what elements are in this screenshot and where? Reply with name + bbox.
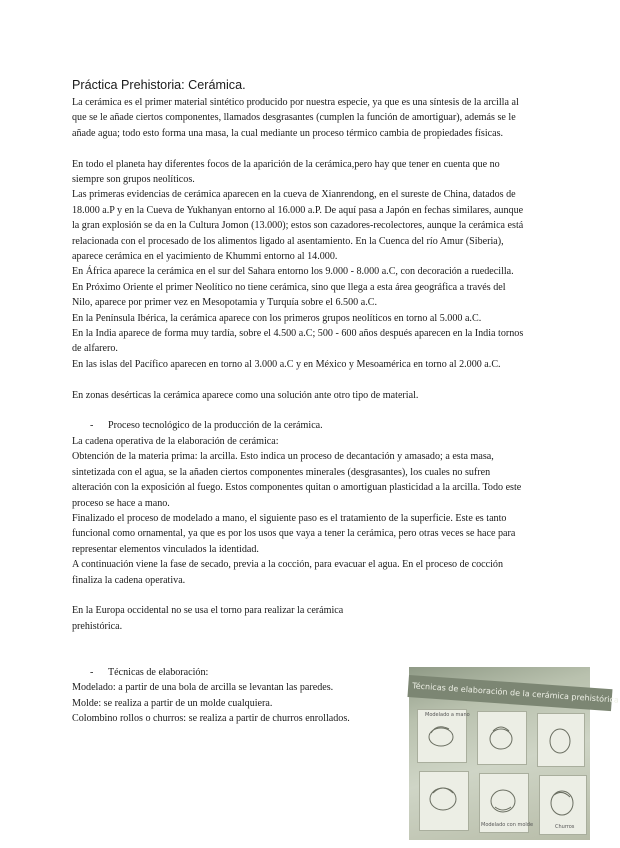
paragraph: La cadena operativa de la elaboración de cerámica: bbox=[72, 435, 279, 447]
paragraph: En África aparece la cerámica en el sur del Sahara entorno los 9.000 - 8.000 a.C, con decoración a ruedecilla. bbox=[72, 266, 514, 278]
document-body bbox=[72, 77, 528, 727]
photo-banner: Técnicas de elaboración de la cerámica prehistórica bbox=[407, 675, 612, 711]
paragraph: Molde: se realiza a partir de un molde cualquiera. bbox=[72, 697, 273, 709]
paragraph: Finalizado el proceso de modelado a mano, el siguiente paso es el tratamiento de la superficie. Este es tanto funcional como ornamental, ya que es por los usos que vaya a tener la cerámica, pero otras veces se hace para representar elementos vinculados la identidad. bbox=[72, 512, 516, 555]
bullet-item bbox=[72, 418, 528, 433]
paragraph: La cerámica es el primer material sintético producido por nuestra especie, ya que es una síntesis de la arcilla al que se le añade ciertos componentes, llamados desgrasantes (cumplen la función de amortiguar), además se le añade agua; todo esto forma una masa, la cual mediante un proceso térmico cambia de propiedades físicas. bbox=[72, 97, 519, 139]
paragraph: Colombino rollos o churros: se realiza a partir de churros enrollados. bbox=[72, 713, 350, 725]
paragraph: Modelado: a partir de una bola de arcilla se levantan las paredes. bbox=[72, 682, 334, 694]
paragraph: En todo el planeta hay diferentes focos de la aparición de la cerámica,pero hay que tener en cuenta que no siempre son grupos neolíticos. bbox=[72, 158, 500, 186]
photo-label: Modelado con molde bbox=[481, 822, 534, 828]
paragraph: En la India aparece de forma muy tardía, sobre el 4.500 a.C; 500 - 600 años después aparecen en la India tornos de alfarero. bbox=[72, 328, 524, 355]
paragraph: Obtención de la materia prima: la arcilla. Esto indica un proceso de decantación y amasado; a esta masa, sintetizada con el agua, se la añaden ciertos componentes minerales (desgrasantes), los cuales no sufren alteración con la exposición al fuego. Estos componentes quitan o amortiguan plasticidad a la arcilla. Todo este proceso se hace a mano. bbox=[72, 451, 522, 509]
page-title: Práctica Prehistoria: Cerámica. bbox=[72, 78, 246, 92]
paragraph: En la Europa occidental no se usa el torno para realizar la cerámica prehistórica. bbox=[72, 605, 344, 632]
bullet-text: Técnicas de elaboración: bbox=[108, 666, 209, 678]
bullet-dash: - bbox=[90, 666, 94, 678]
bullet-dash: - bbox=[90, 420, 94, 432]
paragraph: En la Península Ibérica, la cerámica aparece con los primeros grupos neolíticos en torno al 5.000 a.C. bbox=[72, 312, 482, 324]
photo-label: Churros bbox=[555, 824, 575, 830]
paragraph: En las islas del Pacífico aparecen en torno al 3.000 a.C y en México y Mesoamérica en torno al 2.000 a.C. bbox=[72, 358, 501, 370]
ceramic-techniques-photo bbox=[409, 667, 620, 840]
paragraph: Las primeras evidencias de cerámica aparecen en la cueva de Xianrendong, en el sureste de China, datados de 18.000 a.P y en la Cueva de Yukhanyan entorno al 16.000 a.P. De aquí pasa a Japón en fechas similares, aunque la gran explosión se da en la Cultura Jomon (13.000); estos son cazadores-recolectores, aunque la cerámica está relacionada con el procesado de los alimentos ligado al asentamiento. En la Cuenca del río Amur (Siberia), aparece cerámica en el yacimiento de Khummi entorno al 14.000. bbox=[72, 189, 524, 263]
photo-label: Modelado a mano bbox=[425, 712, 470, 718]
bullet-text: Proceso tecnológico de la producción de la cerámica. bbox=[108, 420, 323, 432]
paragraph: A continuación viene la fase de secado, previa a la cocción, para evacuar el agua. En el proceso de cocción finaliza la cadena operativa. bbox=[72, 559, 504, 586]
paragraph: En zonas desérticas la cerámica aparece como una solución ante otro tipo de material. bbox=[72, 389, 419, 401]
hands-illustration bbox=[409, 667, 590, 840]
paragraph: En Próximo Oriente el primer Neolítico no tiene cerámica, sino que llega a esta área geográfica a través del Nilo, aparece por primer vez en Mesopotamia y Turquía sobre el 6.500 a.C. bbox=[72, 281, 506, 309]
